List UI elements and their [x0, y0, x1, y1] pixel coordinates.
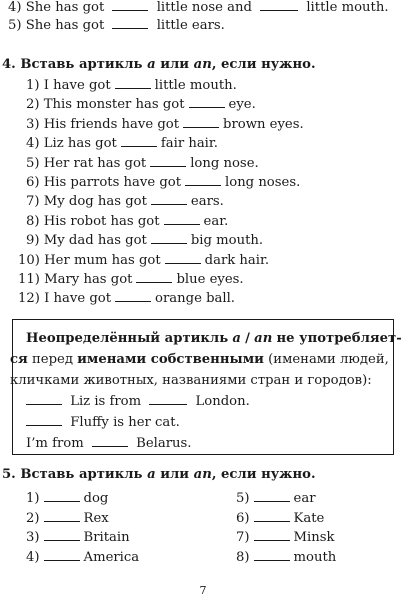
- item-text: She has got: [25, 0, 105, 15]
- item-word: Britain: [83, 530, 130, 545]
- item-number: 4): [26, 136, 40, 152]
- rule-text: кличками животных, названиями стран и городов):: [10, 373, 372, 388]
- exercise-4-heading: [2, 57, 316, 72]
- item-number: 10): [18, 252, 40, 268]
- item-text: fair hair.: [160, 136, 218, 152]
- answer-blank[interactable]: [254, 509, 290, 522]
- answer-blank[interactable]: [150, 154, 186, 167]
- answer-blank[interactable]: [136, 270, 172, 283]
- item-text: eye.: [228, 97, 256, 113]
- answer-blank[interactable]: [92, 434, 128, 447]
- article-an: an: [193, 467, 212, 482]
- rule-line-1: [26, 328, 402, 349]
- heading-text: , если нужно.: [211, 57, 316, 72]
- rule-text: /: [245, 331, 250, 346]
- answer-blank[interactable]: [164, 212, 200, 225]
- item-number: 3): [26, 530, 40, 545]
- item-text: My dad has got: [43, 233, 147, 249]
- answer-blank[interactable]: [189, 95, 225, 108]
- item-text: Liz has got: [43, 136, 117, 152]
- item-text: She has got: [25, 18, 105, 33]
- answer-blank[interactable]: [260, 0, 298, 11]
- item-number: 12): [18, 291, 40, 307]
- item-number: 5): [26, 155, 40, 171]
- answer-blank[interactable]: [44, 548, 80, 561]
- item-text: Her rat has got: [43, 155, 147, 171]
- item-text: brown eyes.: [223, 116, 304, 132]
- item-number: 4): [26, 549, 40, 565]
- item-number: 7): [26, 194, 40, 210]
- list-item: [18, 270, 244, 289]
- answer-blank[interactable]: [149, 392, 187, 405]
- rule-line-3: [10, 370, 372, 391]
- item-number: 6): [26, 175, 40, 190]
- item-text: little mouth.: [154, 78, 237, 93]
- item-text: His friends have got: [43, 116, 180, 132]
- list-item: [26, 212, 228, 231]
- answer-blank[interactable]: [151, 192, 187, 205]
- answer-blank[interactable]: [26, 392, 62, 405]
- rule-text: (именами людей,: [268, 352, 389, 367]
- exercise-number: 5.: [2, 467, 16, 482]
- rule-line-2: [10, 349, 389, 370]
- example-text: London.: [195, 394, 250, 409]
- example-text: Belarus.: [136, 436, 192, 451]
- item-number: 6): [236, 510, 250, 526]
- answer-blank[interactable]: [254, 489, 290, 502]
- item-text: big mouth.: [190, 233, 264, 249]
- list-item: [26, 76, 237, 95]
- heading-text: или: [160, 57, 190, 72]
- item-word: ear: [293, 491, 316, 506]
- item-text: Her mum has got: [44, 252, 161, 268]
- article-a: a: [232, 331, 241, 346]
- exercise-number: 4.: [2, 57, 16, 72]
- rule-example-3: [26, 433, 191, 454]
- heading-text: Вставь артикль: [20, 467, 143, 482]
- top-item-4: [8, 0, 389, 17]
- list-item: [26, 115, 304, 134]
- item-number: 2): [26, 510, 40, 526]
- answer-blank[interactable]: [254, 548, 290, 561]
- item-word: America: [83, 549, 140, 565]
- item-text: ear.: [203, 213, 229, 229]
- item-text: His parrots have got: [43, 175, 182, 190]
- answer-blank[interactable]: [165, 251, 201, 264]
- item-text: orange ball.: [155, 291, 235, 307]
- example-text: Liz is from: [70, 394, 142, 409]
- list-item: [26, 548, 139, 567]
- list-item: [236, 489, 316, 508]
- article-an: an: [254, 331, 273, 346]
- answer-blank[interactable]: [151, 231, 187, 244]
- answer-blank[interactable]: [44, 528, 80, 541]
- item-number: 3): [26, 116, 40, 132]
- item-text: His robot has got: [43, 213, 160, 229]
- item-number: 1): [26, 78, 40, 93]
- item-number: 5): [8, 18, 22, 33]
- answer-blank[interactable]: [112, 16, 148, 29]
- list-item: [236, 548, 336, 567]
- list-item: [26, 231, 263, 250]
- example-text: I’m from: [26, 436, 84, 451]
- item-text: My dog has got: [43, 194, 147, 210]
- list-item: [26, 192, 224, 211]
- item-text: long nose.: [190, 155, 259, 171]
- list-item: [26, 134, 218, 153]
- item-text: I have got: [43, 78, 111, 93]
- rule-text: перед: [31, 352, 73, 367]
- list-item: [26, 154, 259, 173]
- item-text: This monster has got: [43, 97, 185, 113]
- heading-text: Вставь артикль: [20, 57, 143, 72]
- item-text: I have got: [44, 291, 112, 307]
- article-an: an: [193, 57, 212, 72]
- answer-blank[interactable]: [44, 509, 80, 522]
- item-number: 8): [26, 213, 40, 229]
- answer-blank[interactable]: [185, 173, 221, 186]
- answer-blank[interactable]: [183, 115, 219, 128]
- item-text: little nose and: [156, 0, 252, 15]
- item-text: ears.: [190, 194, 224, 210]
- rule-text: не употребляет-: [276, 331, 402, 346]
- item-text: dark hair.: [204, 252, 270, 268]
- rule-text: именами собственными: [77, 352, 264, 367]
- article-a: a: [147, 57, 156, 72]
- list-item: [26, 528, 130, 547]
- list-item: [236, 509, 324, 528]
- list-item: [26, 489, 108, 508]
- answer-blank[interactable]: [121, 134, 157, 147]
- list-item: [18, 251, 269, 270]
- list-item: [26, 95, 256, 114]
- item-text: little ears.: [156, 18, 225, 33]
- answer-blank[interactable]: [112, 0, 148, 11]
- item-text: Mary has got: [44, 272, 133, 287]
- example-text: Fluffy is her cat.: [70, 415, 180, 430]
- heading-text: или: [160, 467, 190, 482]
- answer-blank[interactable]: [26, 413, 62, 426]
- item-text: little mouth.: [306, 0, 389, 15]
- item-word: Kate: [293, 510, 325, 526]
- answer-blank[interactable]: [254, 528, 290, 541]
- item-number: 5): [236, 491, 250, 506]
- article-a: a: [147, 467, 156, 482]
- rule-example-1: [26, 391, 250, 412]
- item-number: 8): [236, 549, 250, 565]
- answer-blank[interactable]: [44, 489, 80, 502]
- item-number: 11): [18, 272, 40, 287]
- page-number: 7: [199, 584, 207, 597]
- rule-text: ся: [10, 352, 28, 367]
- item-number: 7): [236, 530, 250, 545]
- answer-blank[interactable]: [115, 76, 151, 89]
- item-word: Rex: [83, 510, 109, 526]
- answer-blank[interactable]: [115, 289, 151, 302]
- item-number: 1): [26, 491, 40, 506]
- list-item: [18, 289, 235, 308]
- list-item: [26, 509, 109, 528]
- item-word: Minsk: [293, 530, 335, 545]
- heading-text: , если нужно.: [211, 467, 316, 482]
- list-item: [26, 173, 300, 192]
- exercise-5-heading: [2, 467, 316, 482]
- item-number: 2): [26, 97, 40, 113]
- item-number: 9): [26, 233, 40, 249]
- item-word: mouth: [293, 549, 337, 565]
- item-word: dog: [83, 491, 109, 506]
- item-text: long noses.: [225, 175, 301, 190]
- rule-example-2: [26, 412, 180, 433]
- rule-text: Неопределённый артикль: [26, 331, 229, 346]
- item-number: 4): [8, 0, 22, 15]
- item-text: blue eyes.: [176, 272, 244, 287]
- list-item: [236, 528, 335, 547]
- top-item-5: [8, 16, 225, 35]
